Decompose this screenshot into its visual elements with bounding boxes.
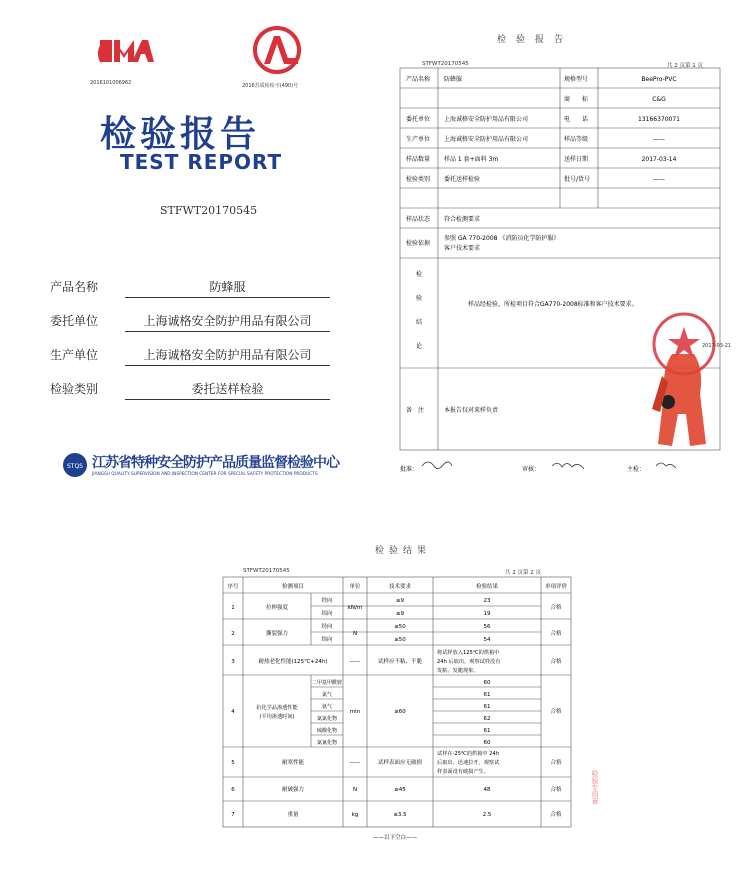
col-header: 单项评价	[544, 584, 568, 590]
cell-result: 试样在-25℃的烘箱中 24h	[437, 751, 500, 757]
field-label: 产品名称	[50, 280, 99, 294]
results-table	[215, 535, 577, 875]
conclusion-label-char: 检	[416, 271, 423, 278]
cell-eval: 合格	[550, 659, 562, 665]
row-key: 样品数量	[406, 156, 431, 163]
cell-result: 19	[483, 611, 491, 617]
cell-result: 后取出，迅速拉开，观察试	[437, 760, 500, 766]
row-key: 检验类别	[406, 176, 431, 183]
cell-unit: N	[352, 787, 358, 793]
cell-no: 6	[231, 787, 235, 793]
report-title: 检验报告	[497, 35, 574, 45]
cell-req: ≥9	[395, 598, 405, 604]
row-value: ——	[653, 176, 665, 183]
row-key: 送样日期	[564, 156, 589, 163]
cell-unit: min	[349, 709, 361, 715]
cell-result: 24h 后取出，观察试样没有	[437, 659, 501, 665]
cell-item: 耐破强力	[281, 787, 305, 793]
cell-req: ≥45	[394, 787, 406, 793]
row-key: 样品等级	[564, 136, 589, 143]
cell-item: 耐热老化性能(125℃+24h)	[258, 659, 328, 665]
table-footer: ——以下空白——	[372, 835, 418, 841]
sample-status-label: 样品状态	[406, 216, 431, 223]
cell-result: 48	[483, 787, 491, 793]
cell-item: 拉伸强度	[265, 605, 289, 611]
cell-eval: 合格	[550, 631, 562, 637]
institution-banner	[62, 450, 352, 482]
conclusion-text: 样品经检验，所检项目符合GA770-2008标准和客户技术要求。	[468, 301, 638, 308]
results-title: 检验结果	[375, 546, 432, 556]
cell-no: 5	[231, 760, 235, 766]
field-value: 上海诚格安全防护用品有限公司	[125, 312, 330, 332]
cell-result: 61	[483, 728, 491, 734]
cell-sub: 氨气	[321, 704, 333, 710]
institution-name: 江苏省特种安全防护产品质量监督检验中心	[92, 455, 339, 471]
sample-status: 符合检测要求	[444, 216, 481, 223]
report-no: STFWT20170545	[422, 61, 469, 67]
cal-code: 2016苏质检检字(490)号	[242, 83, 299, 89]
cell-result: 54	[483, 637, 491, 643]
sign-review-label: 审核：	[522, 466, 541, 473]
conclusion-label-char: 结	[416, 319, 423, 326]
cell-sub: 纬向	[321, 611, 333, 617]
cell-sub: 二甲基甲酰胺	[311, 680, 343, 686]
cell-sub: 氯氰化物	[316, 740, 338, 746]
cell-no: 4	[231, 709, 235, 715]
row-key: 电 话	[564, 116, 589, 123]
field-value: 上海诚格安全防护用品有限公司	[125, 346, 330, 366]
field-label: 委托单位	[50, 314, 99, 328]
row-value: C&G	[652, 96, 666, 103]
row-value: ——	[653, 136, 665, 143]
row-value: 2017-03-14	[641, 156, 677, 163]
side-stamp: 检验专用章	[591, 770, 599, 805]
cell-result: 23	[483, 598, 491, 604]
basis-line-1: 参照 GA 770-2008 《消防员化学防护服》	[444, 235, 560, 242]
cell-unit: ——	[349, 760, 361, 766]
remark-text: 本报告仅对来样负责	[444, 407, 499, 414]
field-value: 防蜂服	[125, 278, 330, 298]
report-page-1	[372, 24, 742, 494]
cell-eval: 合格	[550, 760, 562, 766]
results-report-no: STFWT20170545	[243, 568, 290, 574]
cell-req: ≤3.5	[393, 812, 407, 818]
cal-logo-icon	[242, 24, 312, 80]
remark-label: 备 注	[406, 407, 425, 414]
cell-item-sub: (平均渗透时间)	[259, 714, 295, 720]
cell-result: 61	[483, 704, 491, 710]
cma-logo-icon	[92, 28, 156, 78]
cover-subtitle: TEST REPORT	[120, 150, 283, 174]
report-page-number: 共 2 页第 1 页	[667, 63, 703, 69]
cell-eval: 合格	[550, 812, 562, 818]
cell-no: 1	[231, 605, 235, 611]
row-value: 防蜂服	[444, 76, 463, 83]
cell-eval: 合格	[550, 605, 562, 611]
row-value: 委托送样检验	[444, 176, 481, 183]
cover-report-no: STFWT20170545	[160, 204, 258, 217]
report-table	[372, 24, 742, 494]
row-value: 上海诚格安全防护用品有限公司	[444, 136, 529, 143]
results-page-number: 共 2 页第 2 页	[505, 570, 541, 576]
cell-sub: 纬向	[321, 637, 333, 643]
row-key: 批号/货号	[564, 176, 591, 183]
row-value: 上海诚格安全防护用品有限公司	[444, 116, 529, 123]
field-label: 生产单位	[50, 348, 99, 362]
row-key: 委托单位	[406, 116, 431, 123]
cell-eval: 合格	[550, 787, 562, 793]
cover-title: 检验报告	[100, 114, 261, 155]
stqs-logo-text: STQS	[66, 463, 84, 470]
cell-item: 重量	[287, 812, 299, 818]
cell-item: 耐寒性能	[281, 760, 305, 766]
sign-approve-label: 批准：	[400, 466, 419, 473]
row-value: 13166370071	[638, 116, 680, 123]
cell-result: 样表面没有破损产生。	[437, 769, 489, 775]
row-key: 生产单位	[406, 136, 431, 143]
cell-result: 60	[483, 740, 491, 746]
row-key: 商 标	[564, 96, 589, 103]
signature-icon	[422, 462, 452, 469]
cell-item: 撕裂强力	[265, 631, 289, 637]
cell-eval: 合格	[550, 709, 562, 715]
conclusion-label-char: 验	[416, 295, 423, 302]
cell-unit: N	[352, 631, 358, 637]
cell-no: 2	[231, 631, 235, 637]
row-key: 规格型号	[564, 76, 589, 83]
field-label: 检验类别	[50, 382, 99, 396]
cell-req: 试样应不粘、不脆	[377, 659, 423, 665]
cell-unit: ——	[349, 659, 361, 665]
cell-sub: 经向	[321, 624, 333, 630]
cell-result: 发粘、发脆现象。	[437, 668, 479, 674]
cell-sub: 氯气	[321, 692, 333, 698]
institution-name-en: JIANGSU QUALITY SUPERVISION AND INSPECTION CENTER FOR SPECIAL SAFETY PROTECTION PRODUCTS	[92, 472, 318, 477]
row-value: 样品 1 套+面料 3m	[444, 156, 499, 163]
cell-no: 3	[231, 659, 235, 665]
results-page-2	[215, 535, 577, 875]
cell-req: ≥50	[394, 637, 406, 643]
cma-code: 2016101006962	[90, 80, 132, 86]
row-value: BeePro-PVC	[641, 76, 677, 83]
cell-req: ≥9	[395, 611, 405, 617]
cell-result: 56	[483, 624, 491, 630]
cell-sub: 硫酸化物	[316, 728, 338, 734]
cell-item: 抗化学品渗透性能	[256, 705, 298, 711]
row-key: 产品名称	[406, 76, 431, 83]
col-header: 单位	[349, 584, 361, 590]
cell-no: 7	[231, 812, 235, 818]
field-value: 委托送样检验	[125, 380, 330, 400]
cell-result: 60	[483, 680, 491, 686]
stqs-logo-icon	[62, 452, 88, 478]
cell-sub: 经向	[321, 598, 333, 604]
cover-page	[30, 20, 350, 490]
cell-req: ≥50	[394, 624, 406, 630]
stamp-date: 2017-03-21	[702, 343, 732, 349]
col-header: 序号	[227, 584, 239, 590]
cell-unit: kN/m	[347, 605, 363, 611]
col-header: 检验结果	[475, 584, 499, 590]
cell-result: 2.5	[482, 812, 492, 818]
cell-sub: 氯氯化物	[316, 716, 338, 722]
col-header: 技术要求	[388, 584, 412, 590]
signature-icon	[552, 463, 584, 469]
basis-line-2: 客户技术要求	[444, 245, 481, 252]
cell-unit: kg	[351, 812, 359, 818]
col-header: 检测项目	[281, 584, 305, 590]
cell-req: ≥60	[394, 709, 406, 715]
cell-result: 61	[483, 692, 491, 698]
basis-label: 检验依据	[406, 240, 431, 247]
signature-icon	[656, 463, 676, 468]
conclusion-label-char: 论	[416, 343, 423, 350]
cell-result: 62	[483, 716, 491, 722]
sign-main-label: 主检：	[627, 466, 646, 473]
cell-req: 试样表面应无破损	[377, 760, 423, 766]
cell-result: 将试样放入125℃的烘箱中	[437, 650, 500, 656]
